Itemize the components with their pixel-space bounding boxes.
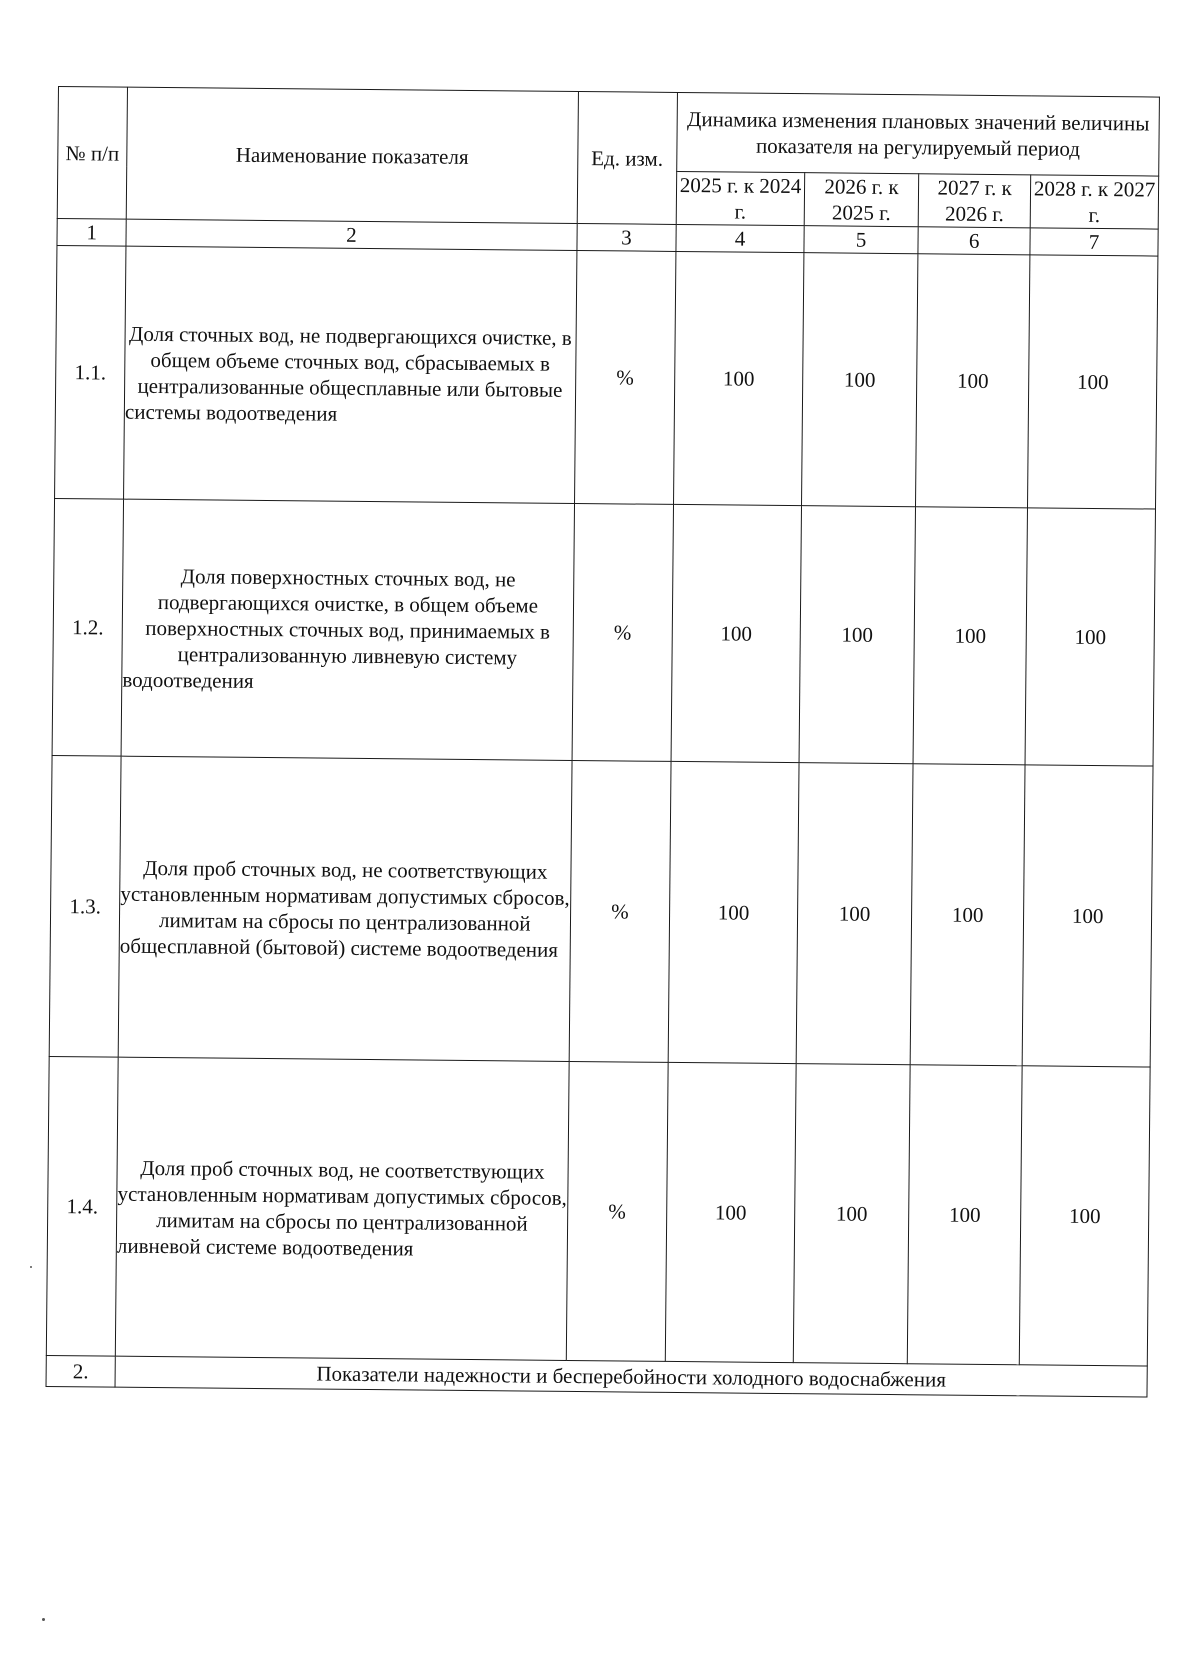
value-cell: 100 bbox=[796, 763, 913, 1065]
indicator-name: Доля поверхностных сточных вод, не подвергающихся очистке, в общем объеме поверхностных сточных вод, принимаемых в централизованную ливневую систему водоотведения bbox=[121, 499, 574, 760]
table-row bbox=[55, 245, 1158, 509]
column-number: 6 bbox=[918, 227, 1030, 255]
value-cell: 100 bbox=[799, 506, 916, 764]
value-cell: 100 bbox=[665, 1062, 796, 1362]
table-row bbox=[49, 755, 1153, 1067]
header-row bbox=[58, 87, 1160, 177]
row-number: 1.3. bbox=[49, 755, 121, 1057]
indicator-name: Доля проб сточных вод, не соответствующих установленным нормативам допустимых сбросов, лимитам на сбросы по централизованной ливневой системе водоотведения bbox=[115, 1057, 568, 1360]
header-year-2026: 2026 г. к 2025 г. bbox=[804, 173, 919, 227]
header-dynamics: Динамика изменения плановых значений величины показателя на регулируемый период bbox=[677, 92, 1160, 176]
indicator-name: Доля проб сточных вод, не соответствующих установленным нормативам допустимых сбросов, лимитам на сбросы по централизованной общесплавной (бытовой) системе водоотведения bbox=[118, 756, 571, 1061]
header-num: № п/п bbox=[57, 87, 127, 220]
value-cell: 100 bbox=[674, 251, 804, 505]
header-year-2027: 2027 г. к 2026 г. bbox=[918, 174, 1031, 228]
scan-speck bbox=[30, 1266, 32, 1268]
section-number: 2. bbox=[46, 1355, 115, 1387]
column-number: 5 bbox=[804, 226, 918, 254]
row-number: 1.4. bbox=[46, 1056, 118, 1356]
section-title: Показатели надежности и бесперебойности холодного водоснабжения bbox=[115, 1356, 1147, 1397]
column-number: 3 bbox=[577, 223, 677, 251]
value-cell: 100 bbox=[1022, 765, 1153, 1067]
value-cell: 100 bbox=[671, 504, 801, 762]
row-number: 1.1. bbox=[55, 245, 127, 499]
value-cell: 100 bbox=[916, 254, 1031, 508]
header-year-2028: 2028 г. к 2027 г. bbox=[1030, 175, 1158, 229]
value-cell: 100 bbox=[1019, 1066, 1150, 1366]
column-number: 7 bbox=[1030, 228, 1158, 256]
value-cell: 100 bbox=[793, 1064, 910, 1364]
column-number: 1 bbox=[57, 218, 126, 246]
value-cell: 100 bbox=[668, 761, 799, 1063]
value-cell: 100 bbox=[801, 253, 918, 507]
indicator-name: Доля сточных вод, не подвергающихся очистке, в общем объеме сточных вод, сбрасываемых в централизованные общесплавные или бытовые системы водоотведения bbox=[124, 246, 577, 503]
column-number: 2 bbox=[126, 219, 577, 250]
table-row bbox=[46, 1056, 1150, 1366]
column-number: 4 bbox=[676, 224, 804, 252]
value-cell: 100 bbox=[910, 764, 1025, 1066]
scan-speck bbox=[42, 1618, 45, 1621]
table-row bbox=[52, 498, 1155, 766]
unit-cell: % bbox=[566, 1061, 668, 1361]
value-cell: 100 bbox=[1028, 255, 1158, 509]
header-unit: Ед. изм. bbox=[577, 91, 678, 224]
header-year-2025: 2025 г. к 2024 г. bbox=[676, 171, 804, 225]
unit-cell: % bbox=[572, 503, 674, 761]
header-name: Наименование показателя bbox=[126, 87, 578, 223]
unit-cell: % bbox=[574, 250, 676, 504]
unit-cell: % bbox=[569, 760, 671, 1062]
value-cell: 100 bbox=[907, 1065, 1022, 1365]
indicators-table bbox=[46, 86, 1160, 1398]
row-number: 1.2. bbox=[52, 498, 124, 756]
value-cell: 100 bbox=[913, 507, 1028, 765]
value-cell: 100 bbox=[1025, 508, 1155, 766]
